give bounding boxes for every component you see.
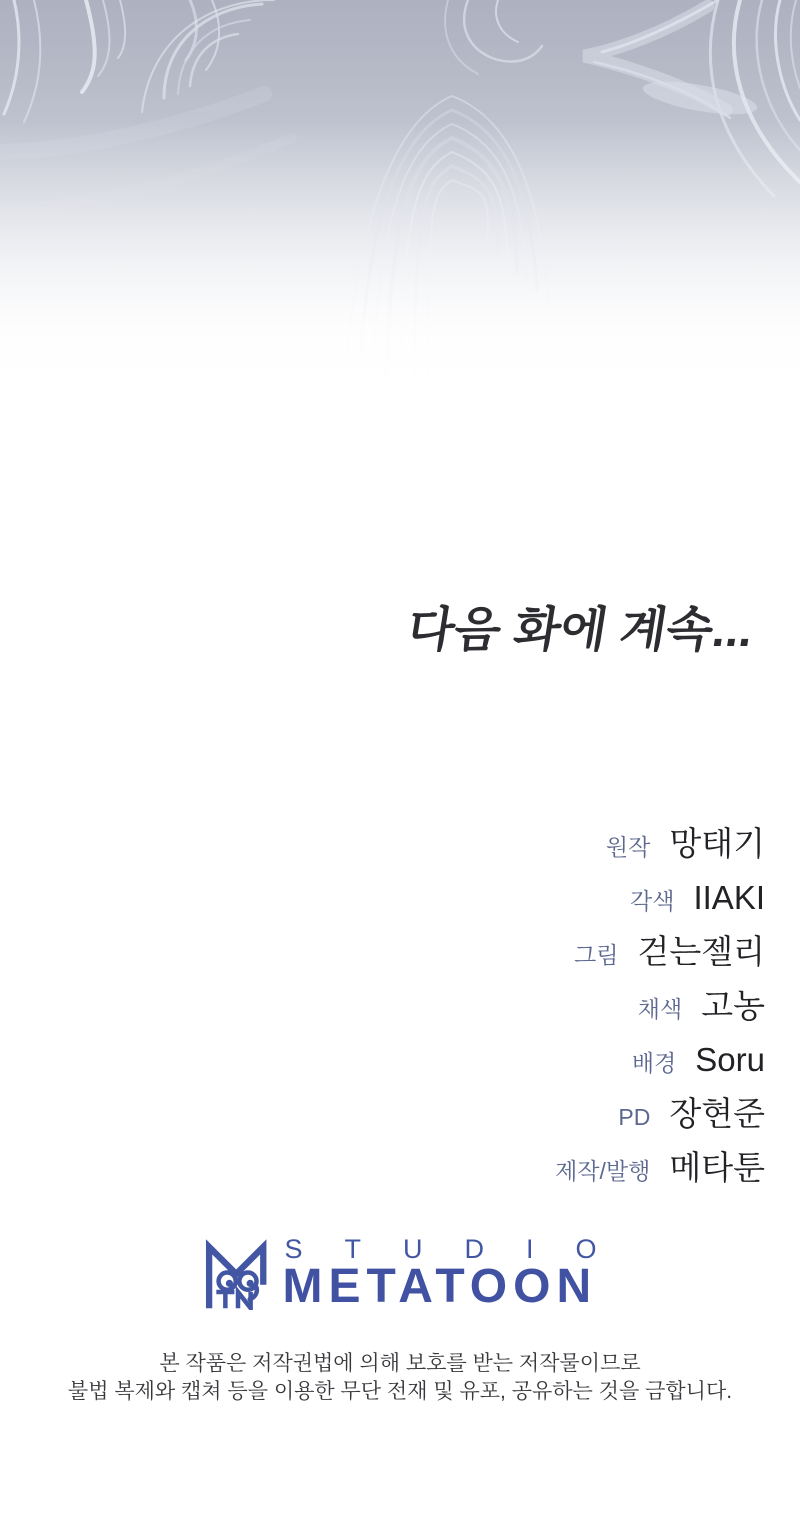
- logo-metatoon-text: METATOON: [282, 1260, 598, 1313]
- credit-label: 그림: [574, 942, 619, 968]
- credit-value: 장현준: [669, 1095, 765, 1132]
- logo-wordmark: [282, 1234, 639, 1313]
- credit-label: 채색: [637, 996, 683, 1022]
- credit-label: 배경: [631, 1050, 677, 1076]
- credit-label: 원작: [605, 834, 651, 860]
- credit-label: 제작/발행: [555, 1158, 651, 1184]
- copyright-line-2: 불법 복제와 캡쳐 등을 이용한 무단 전재 및 유포, 공유하는 것을 금합니다.: [67, 1379, 733, 1403]
- marble-texture-header: [0, 0, 800, 430]
- credit-row-publisher: [555, 1148, 765, 1188]
- credit-row-art: [574, 932, 765, 972]
- credit-value: 망태기: [669, 825, 765, 862]
- credit-row-pd: [618, 1094, 765, 1134]
- credit-value: 고농: [701, 987, 765, 1024]
- owl-monogram-icon: [203, 1236, 273, 1310]
- credit-value: 메타툰: [669, 1149, 765, 1186]
- credit-label: PD: [618, 1104, 651, 1130]
- credit-value: Soru: [695, 1041, 765, 1078]
- credit-row-adaptation: [630, 878, 765, 918]
- logo-studio-text: STUDIO: [284, 1234, 639, 1264]
- credit-value: 걷는젤리: [637, 933, 765, 970]
- credit-row-background: [632, 1040, 765, 1080]
- to-be-continued-text: 다음 화에 계속...: [403, 604, 758, 657]
- copyright-line-1: 본 작품은 저작권법에 의해 보호를 받는 저작물이므로: [159, 1352, 641, 1375]
- texture-fade-overlay: [0, 0, 800, 430]
- credit-label: 각색: [630, 888, 675, 914]
- credit-value: IIAKI: [693, 879, 765, 916]
- copyright-notice: [0, 1350, 800, 1405]
- credits-list: [555, 824, 765, 1188]
- credit-row-color: [638, 986, 765, 1026]
- studio-metatoon-logo: [0, 1234, 800, 1313]
- credit-row-original: [606, 824, 765, 864]
